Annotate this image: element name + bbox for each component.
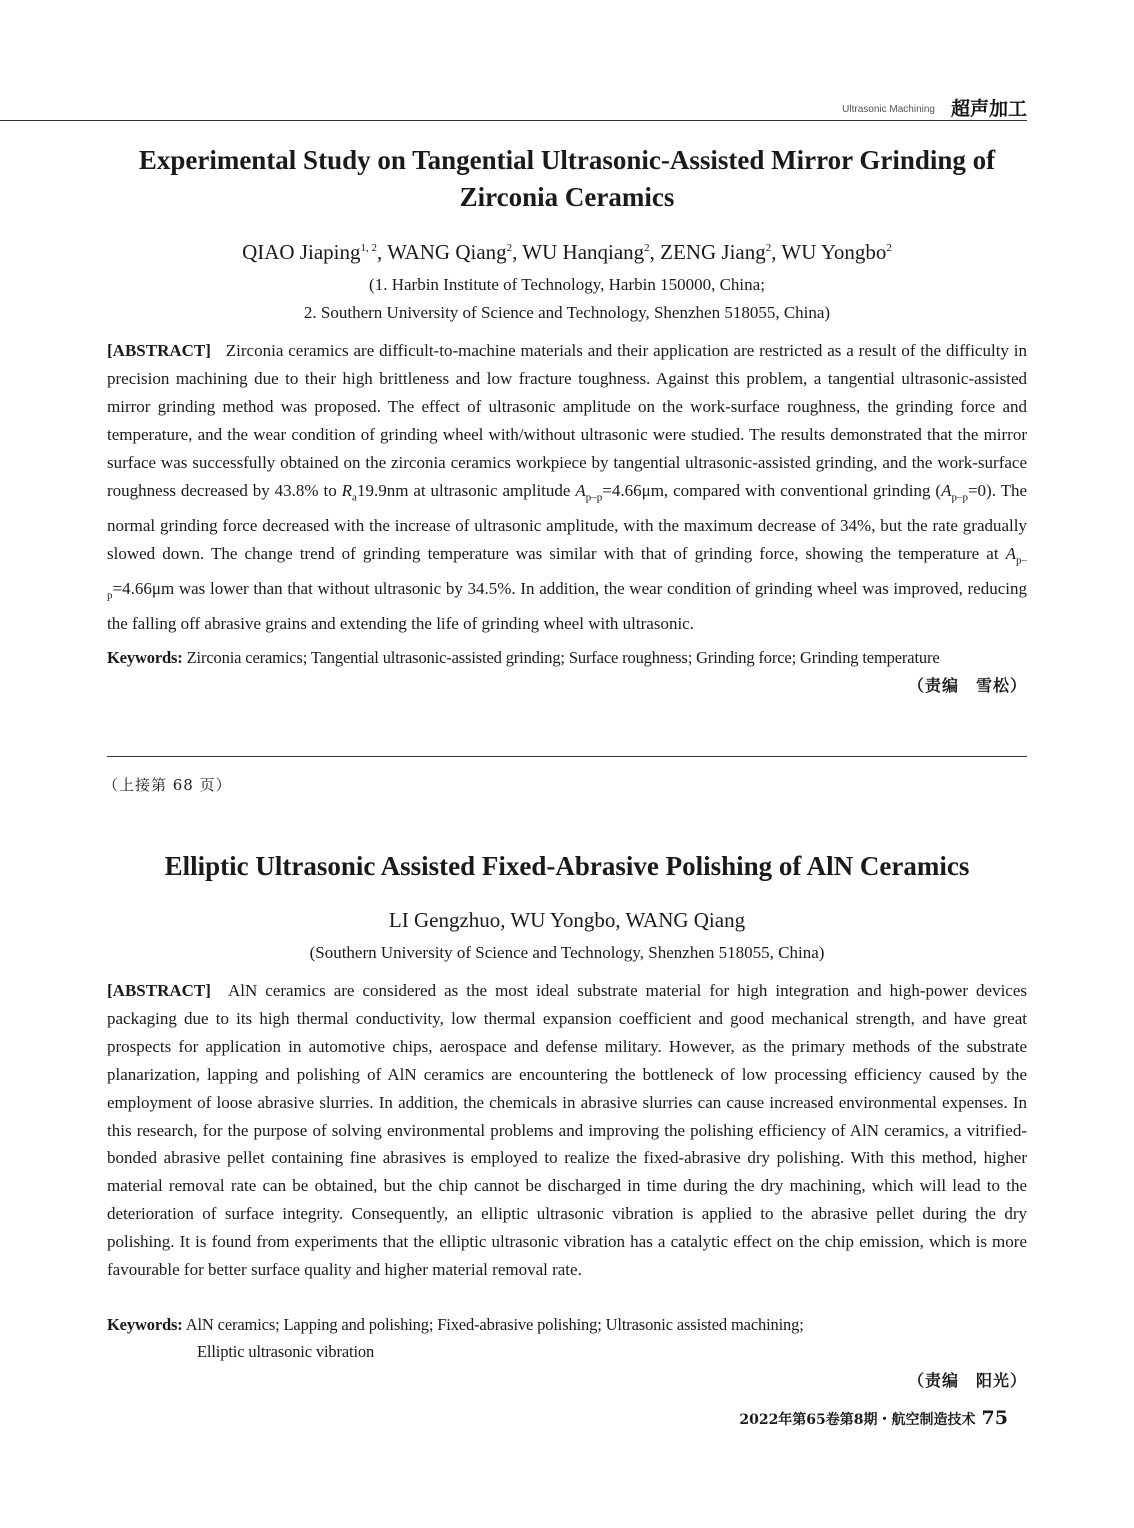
article1-abstract: [ABSTRACT] Zirconia ceramics are difficult-to-machine materials and their application are restricted as a result of the difficulty in precision machining due to their high brittleness and low fracture toughness. Against this problem, a tangential ultrasonic-assisted mirror grinding method was proposed. The effect of ultrasonic amplitude on the work-surface roughness, the grinding force and temperature, and the wear condition of grinding wheel with/without ultrasonic were studied. The results demonstrated that the mirror surface was successfully obtained on the zirconia ceramics workpiece by tangential ultrasonic-assisted grinding, and the work-surface roughness decreased by 43.8% to $R_a19.9nm$ at ultrasonic amplitude $A_{p-p}=4.66\mu m$, compared with conventional grinding $(A_{p-p}=0)$. The normal grinding force decreased with the increase of ultrasonic amplitude, with the maximum decrease of 34%, but the rate gradually slowed down. The change trend of grinding temperature was similar with that of grinding force, showing the temperature at $A_{p-p}=4.66\mu m$ was lower than that without ultrasonic by 34.5%. In addition, the wear condition of grinding wheel was improved, reducing the falling off abrasive grains and extending the life of grinding wheel with ultrasonic. <box>107 341 1028 634</box>
article2-title: Elliptic Ultrasonic Assisted Fixed-Abrasive Polishing of AlN Ceramics <box>164 851 970 881</box>
section-name-en: Ultrasonic Machining <box>842 104 935 115</box>
article2-authors: LI Gengzhuo, WU Yongbo, WANG Qiang <box>388 908 746 932</box>
abstract-label: [ABSTRACT] <box>107 981 211 1000</box>
article1-affiliations: (1. Harbin Institute of Technology, Harbin 150000, China; 2. Southern University of Science and Technology, Shenzhen 518055, China) <box>303 275 831 322</box>
article1-editor: （责编 雪松） <box>907 676 1027 695</box>
journal-info: 2022年第65卷第8期・航空制造技术 <box>739 1412 976 1428</box>
abstract-label: [ABSTRACT] <box>107 341 211 360</box>
article2-affiliation: (Southern University of Science and Technology, Shenzhen 518055, China) <box>309 943 825 962</box>
article2-keywords: Keywords: AlN ceramics; Lapping and polishing; Fixed-abrasive polishing; Ultrasonic assisted machining; Elliptic ultrasonic vibration <box>107 1315 804 1361</box>
page-footer <box>739 1407 1008 1429</box>
continuation-note: （上接第 68 页） <box>103 776 232 794</box>
section-name-cn: 超声加工 <box>950 98 1027 120</box>
article1-authors: QIAO Jiaping$^{1, 2}$, WANG Qiang$^2$, WU Hanqiang$^2$, ZENG Jiang$^2$, WU Yongbo$^2$ <box>242 240 892 264</box>
page-number: 75 <box>981 1407 1008 1429</box>
article1-keywords: Keywords: Zirconia ceramics; Tangential ultrasonic-assisted grinding; Surface roughness; Grinding force; Grinding temperature <box>107 648 940 667</box>
section-divider <box>107 756 1027 757</box>
article2-editor: （责编 阳光） <box>907 1371 1027 1390</box>
running-header <box>0 92 1027 121</box>
article1-title: Experimental Study on Tangential Ultrasonic-Assisted Mirror Grinding of Zirconia Ceramics <box>138 145 996 212</box>
article2-abstract: [ABSTRACT] AlN ceramics are considered as the most ideal substrate material for high integration and high-power devices packaging due to its high thermal conductivity, low thermal expansion coefficient and good mechanical strength, and have great prospects for application in automotive chips, aerospace and defense military. However, as the primary methods of the substrate planarization, lapping and polishing of AlN ceramics are encountering the bottleneck of low processing efficiency caused by the employment of loose abrasive slurries. In addition, the chemicals in abrasive slurries can cause increased environmental expenses. In this research, for the purpose of solving environmental problems and improving the polishing efficiency of AlN ceramics, a vitrified-bonded abrasive pellet containing fine abrasives is employed to realize the fixed-abrasive dry polishing. With this method, higher material removal rate can be obtained, but the chip cannot be discharged in time during the dry machining, which will lead to the deterioration of surface integrity. Consequently, an elliptic ultrasonic vibration is applied to the abrasive pellet during the dry polishing. It is found from experiments that the elliptic ultrasonic vibration has a catalytic effect on the chip emission, which is more favourable for better surface quality and higher material removal rate. <box>107 981 1028 1280</box>
